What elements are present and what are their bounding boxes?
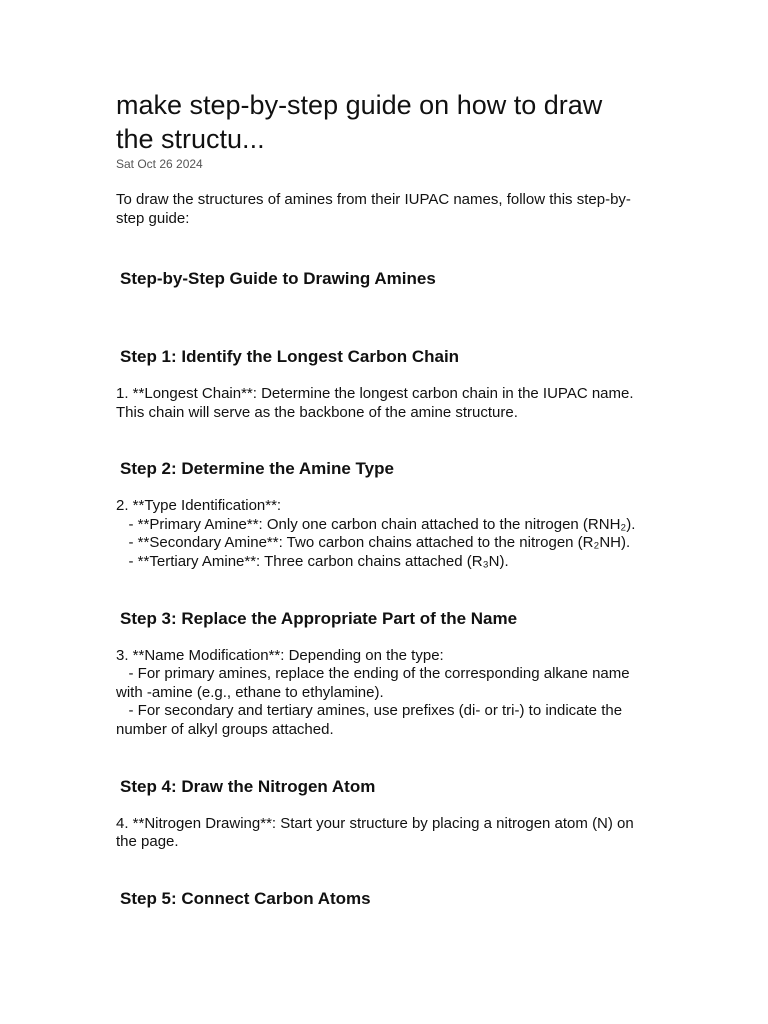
step-1-heading: Step 1: Identify the Longest Carbon Chain bbox=[120, 347, 460, 366]
guide-heading: Step-by-Step Guide to Drawing Amines bbox=[120, 269, 436, 288]
step-2-heading: Step 2: Determine the Amine Type bbox=[120, 459, 394, 479]
page-title: make step-by-step guide on how to draw the structu... bbox=[116, 90, 603, 154]
step-3-line: - For primary amines, replace the ending of the corresponding alkane name with -amine (e.g., ethane to ethylamine). bbox=[116, 665, 634, 701]
step-3-line: - For secondary and tertiary amines, use prefixes (di- or tri-) to indicate the number of alkyl groups attached. bbox=[116, 702, 627, 738]
step-3-line: 3. **Name Modification**: Depending on the type: bbox=[116, 646, 444, 664]
step-5-heading: Step 5: Connect Carbon Atoms bbox=[120, 888, 371, 908]
step-2-line: - **Primary Amine**: Only one carbon chain attached to the nitrogen (RNH₂). bbox=[116, 515, 636, 533]
step-2-line: - **Secondary Amine**: Two carbon chains attached to the nitrogen (R₂NH). bbox=[116, 534, 631, 552]
step-3-heading: Step 3: Replace the Appropriate Part of the Name bbox=[120, 608, 518, 628]
step-2-line: - **Tertiary Amine**: Three carbon chains attached (R₃N). bbox=[116, 552, 509, 570]
step-1-body: 1. **Longest Chain**: Determine the longest carbon chain in the IUPAC name. This chain will serve as the backbone of the amine structure. bbox=[116, 385, 638, 421]
intro-paragraph: To draw the structures of amines from their IUPAC names, follow this step-by-step guide: bbox=[116, 191, 631, 227]
step-2-body bbox=[116, 497, 646, 571]
document-page bbox=[116, 88, 646, 910]
step-4-body: 4. **Nitrogen Drawing**: Start your structure by placing a nitrogen atom (N) on the page. bbox=[116, 814, 638, 851]
step-2-line: 2. **Type Identification**: bbox=[116, 497, 282, 515]
date-label: Sat Oct 26 2024 bbox=[116, 157, 203, 171]
step-4-heading: Step 4: Draw the Nitrogen Atom bbox=[120, 776, 376, 796]
step-3-body bbox=[116, 647, 646, 740]
